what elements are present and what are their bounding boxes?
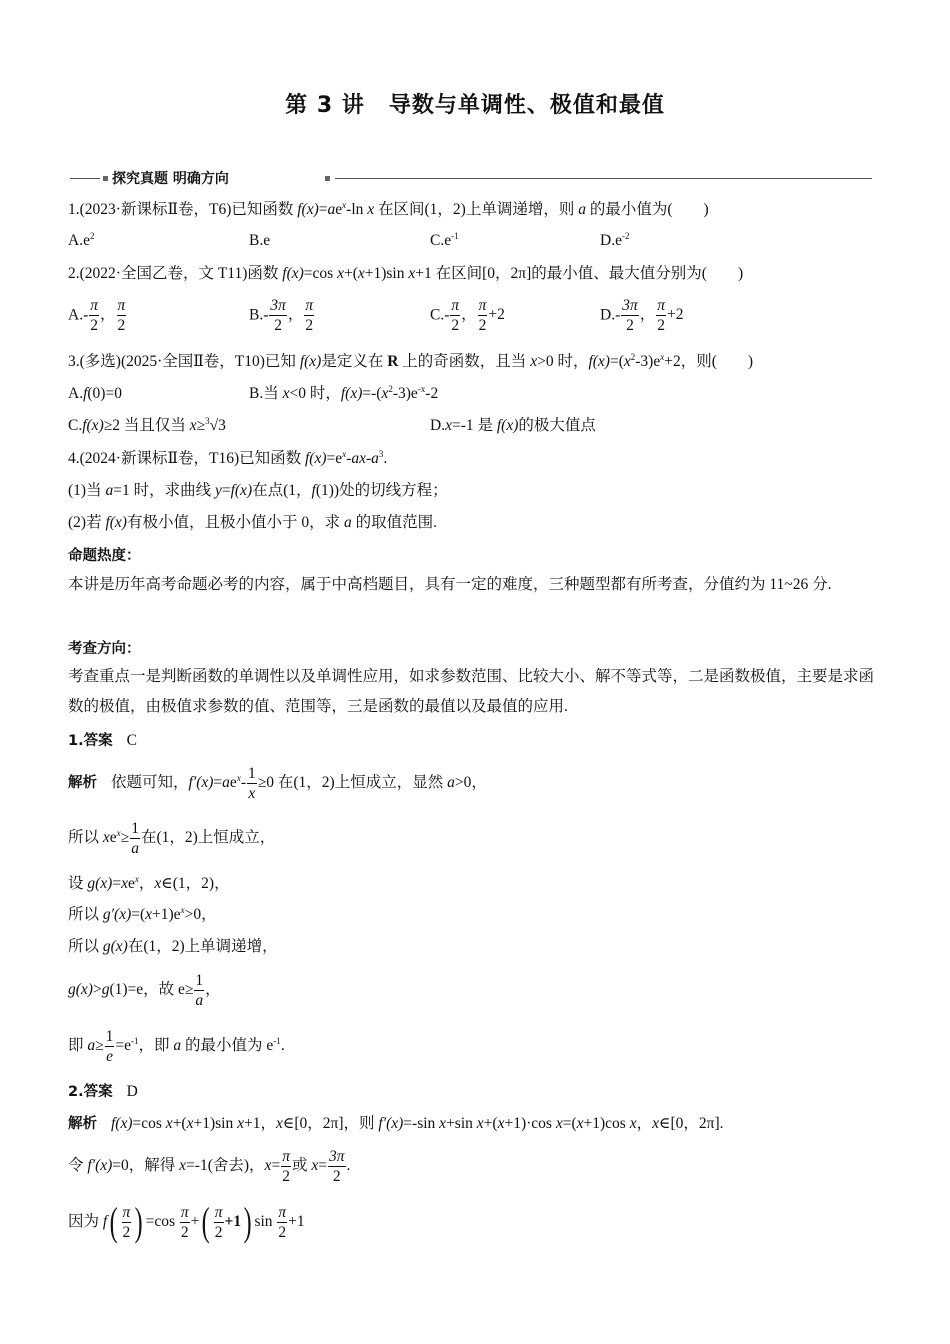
answer1-line1: 解析 依题可知，$f'(x)=ae^x-$ $\frac{1}{x}$ ≥0 在(1，2)上恒成立，显然 a>0， xyxy=(68,764,487,802)
answer1-line5: 所以 g(x)在(1，2)上单调递增， xyxy=(68,938,278,955)
q3-option-d: D.x=-1 是 f(x)的极大值点 xyxy=(430,417,596,434)
q1-option-b: B.e xyxy=(249,232,271,249)
heat-text: 本讲是历年高考命题必考的内容，属于中高档题目，具有一定的难度，三种题型都有所考查，分值约为 11~26 分. xyxy=(68,576,832,593)
answer1-line6: g(x)>g(1)=e，故 e≥ $\frac{1}{a}$ ， xyxy=(68,971,221,1009)
q3-option-a: A.f(0)=0 xyxy=(68,385,122,402)
q4-part2: (2)若 f(x)有极小值，且极小值小于 0，求 a 的取值范围. xyxy=(68,514,437,531)
q2-option-c: C.- $\frac{\pi}{2}$ ， $\frac{\pi}{2}$ +2 xyxy=(430,297,505,334)
heat-label: 命题热度： xyxy=(68,548,141,564)
header-square-left xyxy=(103,176,108,181)
q2-stem: 2.(2022·全国乙卷，文 T11)函数 f(x)=cos x+(x+1)sin x+1 在区间[0，2π]的最小值、最大值分别为( ) xyxy=(68,265,744,282)
q4-part1: (1)当 a=1 时，求曲线 y=f(x)在点(1，f(1))处的切线方程； xyxy=(68,482,448,499)
q2-option-d: D.- $\frac{3\pi}{2}$ ， $\frac{\pi}{2}$ +2 xyxy=(600,297,684,334)
q1-stem: 1.(2023·新课标Ⅱ卷，T6)已知函数 $f(x)=ae^x-\ln$ x 在区间(1，2)上单调递增，则 a 的最小值为( ) xyxy=(68,200,709,218)
answer1-line7: 即 a≥ $\frac{1}{e}$ $=e^{-1}$，即 a 的最小值为 $e^{-1}$. xyxy=(68,1027,285,1065)
direction-text: 考查重点一是判断函数的单调性以及单调性应用，如求参数范围、比较大小、解不等式等，二是函数极值，主要是求函数的极值，由极值求参数的值、范围等，三是函数的最值以及最值的应用. xyxy=(68,668,875,715)
q3-option-c: C.f(x)≥2 当且仅当 x≥$^3$√3 xyxy=(68,416,226,434)
section-header xyxy=(70,169,872,187)
answer1-line2: 所以 $xe^x\ge$ $\frac{1}{a}$ 在(1，2)上恒成立， xyxy=(68,819,276,857)
answer2-header: 2.答案 D xyxy=(68,1083,138,1100)
q2-option-a: A.- $\frac{\pi}{2}$ ， $\frac{\pi}{2}$ xyxy=(68,297,126,334)
q1-option-d: $D.e^{-2}$ xyxy=(600,231,630,249)
q2-option-b: B.- $\frac{3\pi}{2}$ ， $\frac{\pi}{2}$ xyxy=(249,297,314,334)
lecture-number: 第 3 讲 xyxy=(285,93,365,118)
answer2-line1: 解析 f(x)=cos x+(x+1)sin x+1，x∈[0，2π]，则 f′(x)=-sin x+sin x+(x+1)·cos x=(x+1)cos x，x∈[0，2π]. xyxy=(68,1115,724,1132)
lecture-topic: 导数与单调性、极值和最值 xyxy=(388,93,665,118)
header-square-right xyxy=(325,176,330,181)
q1-option-a: $A.e^2$ xyxy=(68,231,95,249)
direction-label: 考查方向： xyxy=(68,641,141,657)
q3-stem: 3.(多选)(2025·全国Ⅱ卷，T10)已知 f(x)是定义在 R 上的奇函数，且当 x>0 时，$f(x)=(x^2-3)e^x+2$，则( ) xyxy=(68,352,754,370)
answer1-line4: 所以 $g'(x)=(x+1)e^x>0$， xyxy=(68,905,217,923)
answer2-line2: 令 f′(x)=0，解得 x=-1(舍去)，x= $\frac{\pi}{2}$ 或 x= $\frac{3\pi}{2}$ . xyxy=(68,1147,351,1185)
q1-option-c: $C.e^{-1}$ xyxy=(430,231,459,249)
page-title xyxy=(0,88,950,119)
answer1-header: 1.答案 C xyxy=(68,732,137,749)
q3-option-b: B.当 x<0 时，$f(x)=-(x^2-3)e^{-x}-2$ xyxy=(249,384,439,402)
header-rule-right xyxy=(335,178,872,179)
section-header-text: 探究真题 明确方向 xyxy=(112,171,229,187)
answer1-line3: 设 $g(x)=xe^x$，x∈(1，2)， xyxy=(68,874,230,892)
q4-stem: 4.(2024·新课标Ⅱ卷，T16)已知函数 $f(x)=e^x-ax-a^3$. xyxy=(68,449,388,467)
answer2-line3: 因为 f( $\frac{\pi}{2}$ ) =cos $\frac{\pi}{2}$ +( $\frac{\pi}{2}$ +1) sin $\frac{\pi}{2}$ +1 xyxy=(68,1199,305,1245)
header-rule-left xyxy=(70,178,100,179)
